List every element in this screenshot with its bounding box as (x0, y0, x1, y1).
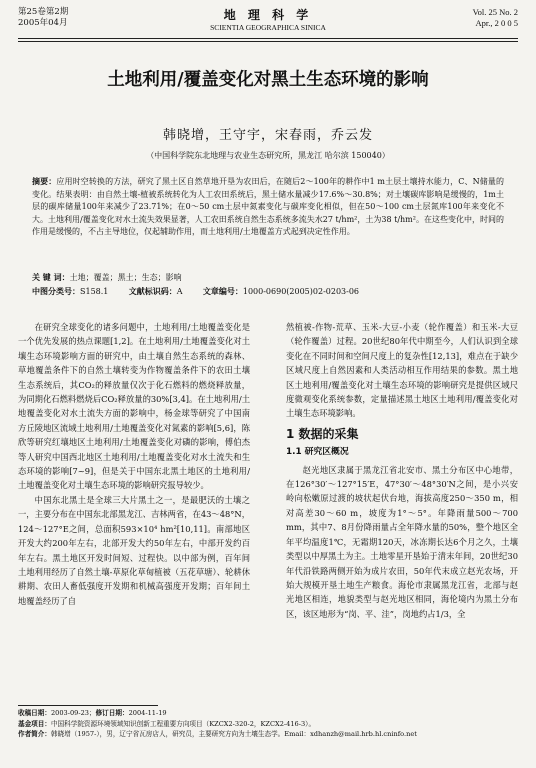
keywords-label: 关 键 词： (32, 273, 70, 282)
doc-code-value: A (176, 287, 183, 296)
fund-text: 中国科学院资源环境领域知识创新工程重要方向项目（KZCX2-320-2，KZCX2-416-3）。 (50, 719, 316, 728)
date-en: Apr., 2 0 0 5 (475, 18, 518, 28)
abstract-label: 摘要： (32, 177, 57, 186)
article-title: 土地利用/覆盖变化对黑土生态环境的影响 (107, 70, 429, 90)
left-column (18, 320, 250, 608)
clc-value: S158.1 (80, 287, 109, 296)
article-no-value: 1000-0690(2005)02-0203-06 (242, 287, 360, 296)
revised-label: 修订日期： (95, 709, 129, 717)
author-bio-text: 韩晓增（1957-），男，辽宁省瓦房店人，研究员，主要研究方向为土壤生态学。Email：xdhanzh@mail.hrb.hl.cninfo.net (50, 730, 417, 738)
abstract-text: 应用时空转换的方法，研究了黑土区自然草地开垦为农田后，在随后2～100年的耕作中1 m土层土壤持水能力，C、N储量的变化。结果表明：由自然土壤-植被系统转化为人工农田系统后，黑土储水量减少17.6%～30.8%；对土壤碳库影响是缓慢的，1m土层的碳库储量100年来减少了23.71%；在0～50 cm土层中氮素变化与碳库变化相似，但在50～100 cm土层氮库100年来变化不大。土地利用/覆盖变化对水土流失效果显著，人工农田系统自然生态系统多流失水27 t/hm²，土为38 t/hm²。在这些变化中，时间的作用是缓慢的，不占主导地位，仅起辅助作用，而土地利用/土地覆盖方式起到决定性作用。 (32, 177, 504, 237)
volume-number: Vol. 25 No. 2 (472, 7, 518, 17)
keywords (32, 272, 182, 284)
footnote-rule (18, 705, 158, 706)
affiliation: （中国科学院东北地理与农业生态研究所，黑龙江 哈尔滨 150040） (146, 151, 390, 160)
section-heading: 1 数据的采集 (286, 426, 359, 441)
issue-volume: 第25卷第2期 (18, 7, 69, 17)
journal-name-en: SCIENTIA GEOGRAPHICA SINICA (210, 23, 326, 32)
clc-label: 中图分类号： (32, 287, 80, 296)
author-bio-label: 作者简介： (18, 730, 51, 738)
issue-date: 2005年04月 (18, 18, 68, 28)
journal-name-cn: 地 理 科 学 (223, 8, 313, 22)
footnote-author (18, 729, 518, 740)
right-column (286, 320, 518, 621)
revised-date: 2004-11-19 (128, 709, 167, 717)
journal-title-block (18, 6, 518, 32)
received-date: 2003-09-23； (50, 709, 96, 717)
keywords-text: 土地；覆盖；黑土；生态；影响 (69, 273, 182, 282)
header-rule (18, 38, 518, 39)
footnote-fund (18, 719, 518, 730)
article-no-label: 文章编号： (202, 287, 243, 296)
header-rule-2 (18, 41, 518, 42)
running-header (18, 6, 518, 36)
right-paragraph-intro: 然植被-作物-荒草、玉米-大豆-小麦（轮作覆盖）和玉米-大豆（轮作覆盖）过程。20世纪80年代中期至今，人们认识到全球变化在不同时间和空间尺度上的复杂性[12,13]，难点在于缺少区域尺度上自然因素和人类活动相互作用结果的参数。黑土地区土地利用/覆盖变化对土壤生态环境的影响研究是提供区域尺度微观变化系统参数，定量描述黑土地区土地利用/覆盖变化对土壤生态环境影响。 (286, 322, 518, 419)
footnote-dates (18, 708, 518, 719)
volume-info (473, 7, 518, 29)
classification-line (32, 286, 359, 298)
footnotes (18, 705, 518, 740)
left-paragraph-2: 中国东北黑土是全球三大片黑土之一，是最肥沃的土壤之一，主要分布在中国东北部黑龙江、吉林两省，在43～48°N，124～127°E之间，总面积593×10⁴ hm²[10,11]。南部地区开发大约200年左右，北部开发大约50年左右，中部开发约百年左右。黑土地区开发时间短、过程快。以中部为例，百年间土地利用经历了自然土壤-草原化草甸植被（五花草塘）、轮耕休耕期、农田人畜低强度开发期和机械高强度开发期；百年间土地覆盖经历了自 (18, 494, 250, 606)
left-paragraph-1: 在研究全球变化的诸多问题中，土地利用/土地覆盖变化是一个优先发展的热点课题[1,2]。在土地利用/土地覆盖变化对土壤生态环境影响方面的研究中，由土壤自然生态系统的森林、草地覆盖条件下的自然土壤转变为作物覆盖条件下的农田土壤生态系统后，其CO₂的释放量仅次于化石燃料的燃烧释放量，为同期化石燃料燃烧后CO₂释放量的30%[3,4]。在土地利用/土地覆盖变化对水土流失方面的影响中，杨金球等研究了中国南方丘陵地区流域土地利用/土地覆盖变化对氮素的影响[5,6]，陈欣等研究红壤地区土地利用/土地覆盖变化对磷的影响，傅伯杰等人研究中国西北地区土地利用/土地覆盖变化对水土流失和生态环境的影响[7~9]，但是关于中国东北黑土地区的土地利用/土地覆盖变化对土壤生态环境的影响研究报导较少。 (18, 322, 250, 491)
subsection-heading: 1.1 研究区概况 (286, 447, 349, 458)
fund-label: 基金项目： (18, 719, 51, 728)
author-list: 韩晓增，王守宇，宋春雨，乔云发 (162, 128, 373, 143)
abstract (32, 176, 504, 239)
doc-code-label: 文献标识码： (128, 287, 177, 296)
right-paragraph-body: 赵光地区隶属于黑龙江省北安市、黑土分布区中心地带，在126°30′～127°15′E，47°30′～48°30′N之间，是小兴安岭向松嫩原过渡的坡状起伏台地，海拔高度250～350 m，相对高差30～60 m，坡度为1°～5°。年降雨量500～700 mm，其中7、8月份降雨量占全年降水量的50%，整个地区全年平均温度1℃，无霜期120天，冰冻期长达6个月之久，土壤类型以中厚黑土为主。土地零星开垦始于清末年间，20世纪30年代沿铁路两侧开始为成片农田，50年代末成立赵光农场，开始大规模开垦土地生产粮食。海伦市隶属黑龙江省，北部与赵光地区相连，地貌类型与赵光地区相同，海伦境内为黑土分布区，该区地形为“岗、平、洼”，岗地约占1/3，全 (286, 464, 518, 619)
received-label: 收稿日期： (18, 709, 51, 717)
